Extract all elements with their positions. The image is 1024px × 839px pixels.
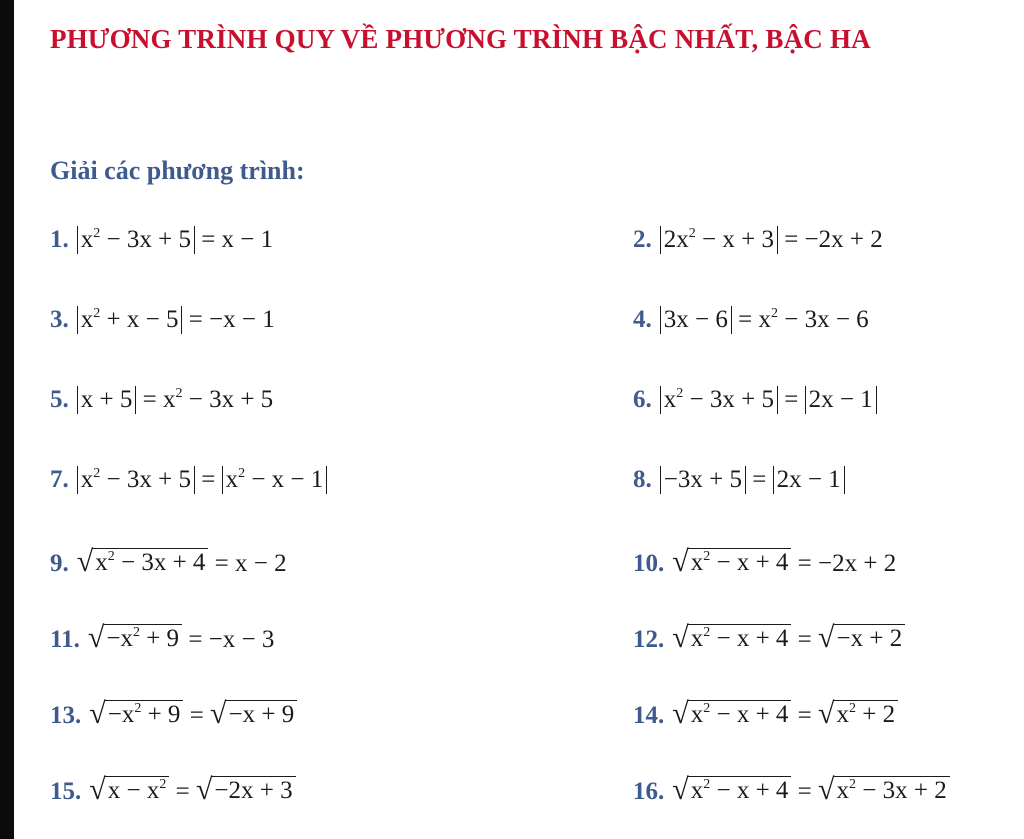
problem-item <box>633 545 897 580</box>
problem-item <box>633 464 845 496</box>
problem-number: 13. <box>50 702 82 729</box>
problem-expression: √ $x - x^2$ = √ −2x + 3 <box>89 778 295 805</box>
problem-item <box>50 224 273 256</box>
problem-number: 4. <box>633 306 652 333</box>
problem-number: 15. <box>50 778 82 805</box>
problem-expression: $x^2 - 3x + 5 = 2x - 1$ <box>660 386 877 413</box>
problem-item <box>633 773 950 808</box>
problem-expression: √ $-x^2 + 9$ = −x − 3 <box>87 621 275 654</box>
instruction-heading: Giải các phương trình: <box>50 156 305 185</box>
problem-item <box>50 773 296 808</box>
problem-number: 7. <box>50 466 69 493</box>
problem-number: 11. <box>50 626 80 653</box>
problem-expression: $x + 5 = x^2 - 3x + 5$ <box>77 386 273 413</box>
problem-item <box>633 304 869 336</box>
problem-number: 6. <box>633 386 652 413</box>
problem-number: 8. <box>633 466 652 493</box>
problem-number: 1. <box>50 226 69 253</box>
problem-expression: −3x + 5 = 2x − 1 <box>660 466 845 493</box>
problem-item <box>633 384 877 416</box>
problem-expression: $x^2 - 3x + 5 = x^2 - x - 1$ <box>77 466 328 493</box>
problem-expression: √ $x^2 - x + 4$ = −2x + 2 <box>672 545 897 578</box>
problem-number: 5. <box>50 386 69 413</box>
problem-expression: $x^2 + x - 5 = -x - 1$ <box>77 306 275 333</box>
problem-expression: $3x - 6 = x^2 - 3x - 6$ <box>660 306 869 333</box>
problem-expression: √ $-x^2 + 9$ = √ −x + 9 <box>89 702 297 729</box>
problem-item <box>50 384 273 416</box>
problem-item <box>633 621 905 656</box>
left-border-bar <box>0 0 14 839</box>
problem-expression: √ $x^2 - x + 4$ = √ $x^2 + 2$ <box>672 702 898 729</box>
page-title: PHƯƠNG TRÌNH QUY VỀ PHƯƠNG TRÌNH BẬC NHẤT, BẬC HA <box>50 24 871 54</box>
problem-item <box>50 697 297 732</box>
problem-number: 10. <box>633 550 665 577</box>
problem-item <box>50 545 287 580</box>
problem-expression: √ $x^2 - x + 4$ = √ $x^2 - 3x + 2$ <box>672 778 949 805</box>
problem-expression: $x^2 - 3x + 5 = x - 1$ <box>77 226 273 253</box>
problem-number: 16. <box>633 778 665 805</box>
problem-item <box>50 464 327 496</box>
problem-number: 12. <box>633 626 665 653</box>
problem-item <box>633 224 883 256</box>
problem-number: 14. <box>633 702 665 729</box>
problem-item <box>633 697 898 732</box>
problem-item <box>50 304 275 336</box>
problem-number: 9. <box>50 550 69 577</box>
problem-expression: $2x^2 - x + 3 = -2x + 2$ <box>660 226 883 253</box>
problem-item <box>50 621 275 656</box>
problem-number: 2. <box>633 226 652 253</box>
problem-expression: √ $x^2 - x + 4$ = √ −x + 2 <box>672 626 905 653</box>
problem-expression: √ $x^2 - 3x + 4$ = x − 2 <box>76 545 287 578</box>
problem-number: 3. <box>50 306 69 333</box>
